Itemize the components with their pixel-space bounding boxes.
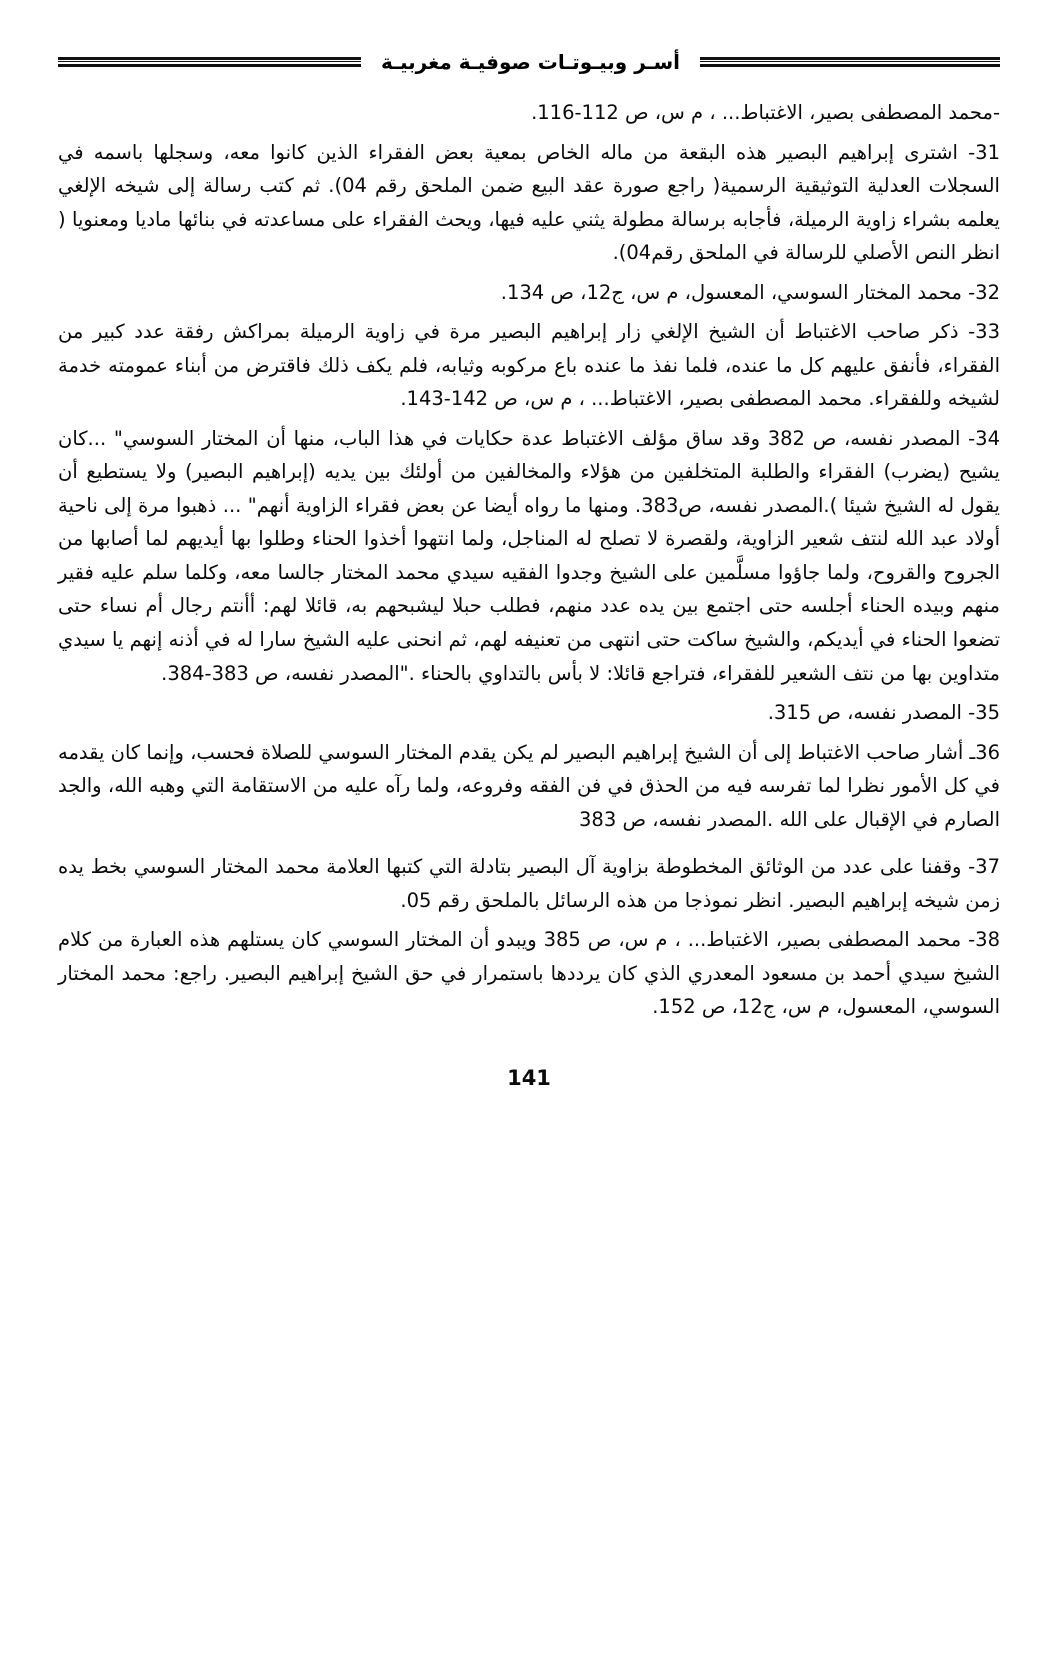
footnote-item: 33- ذكر صاحب الاغتباط أن الشيخ الإلغي زار إبراهيم البصير مرة في زاوية الرميلة بمراكش رفقة عدد كبير من الفقراء، فأنفق عليهم كل ما عنده، فلما نفذ ما عنده باع مركوبه وثيابه، فلم يكف ذلك فاقترض من أبناء عمومته خدمة لشيخه وللفقراء. محمد المصطفى بصير، الاغتباط... ، م س، ص 142-143. [58,320,1000,411]
header-rule-left [58,55,361,69]
footnote-item: 31- اشترى إبراهيم البصير هذه البقعة من ماله الخاص بمعية بعض الفقراء الذين كانوا معه، وسجلها باسمه في السجلات العدلية التوثيقية الرسمية( راجع صورة عقد البيع ضمن الملحق رقم 04). ثم كتب رسالة إلى شيخه الإلغي يعلمه بشراء زاوية الرميلة، فأجابه برسالة مطولة يثني عليه فيها، ويحث الفقراء على مساعدته في بنائها ماديا ومعنويا ( انظر النص الأصلي للرسالة في الملحق رقم04). [58,140,1000,265]
footnote-item: 35- المصدر نفسه، ص 315. [767,701,1000,725]
footnote-item: -محمد المصطفى بصير، الاغتباط... ، م س، ص 112-116. [531,101,1000,124]
page-number: 141 [507,1065,551,1090]
header-rule-right [700,55,1000,69]
footnote-item: 34- المصدر نفسه، ص 382 وقد ساق مؤلف الاغتباط عدة حكايات في هذا الباب، منها أن المختار السوسي" ...كان يشيح (يضرب) الفقراء والطلبة المتخلفين من هؤلاء والمخالفين من أولئك بين يديه (إبراهيم البصير) ولا يستطيع أن يقول له الشيخ شيئا ).المصدر نفسه، ص383. ومنها ما رواه أيضا عن بعض فقراء الزاوية أنهم" ... ذهبوا مرة إلى ناحية أولاد عبد الله لنتف شعير الزاوية، ولقصرة لا تصلح له المناجل، ولما انتهوا أخذوا الحناء وطلوا بها أيديهم لما أصابها من الجروح والقروح، ولما جاؤوا مسلَّمين على الشيخ وجدوا الفقيه سيدي محمد المختار جالسا معه، وكلما سلم عليه فقير منهم وبيده الحناء أجلسه حتى اجتمع بين يده عدد منهم، فطلب حبلا ليشبحهم به، قائلا لهم: أأنتم رجال أم نساء حتى تضعوا الحناء في أيديكم، والشيخ ساكت حتى انتهى من تعنيفه لهم، ثم انحنى عليه الشيخ سارا له في أذنه إنهم يا سيدي متداوين بها من نتف الشعير للفقراء، فتراجع قائلا: لا بأس بالتداوي بالحناء ."المصدر نفسه، ص 383-384. [58,426,1000,685]
footnote-item: 32- محمد المختار السوسي، المعسول، م س، ج12، ص 134. [500,280,1000,304]
footnote-item: 38- محمد المصطفى بصير، الاغتباط... ، م س، ص 385 ويبدو أن المختار السوسي كان يستلهم هذه العبارة من كلام الشيخ سيدي أحمد بن مسعود المعدري الذي كان يرددها باستمرار في حق الشيخ إبراهيم البصير. راجع: محمد المختار السوسي، المعسول، م س، ج12، ص 152. [58,928,1000,1019]
running-head-title: أسـر وبيـوتـات صوفيـة مغربيـة [381,50,680,74]
footnote-item: 37- وقفنا على عدد من الوثائق المخطوطة بزاوية آل البصير بتادلة التي كتبها العلامة محمد المختار السوسي بخط يده زمن شيخه إبراهيم البصير. انظر نموذجا من هذه الرسائل بالملحق رقم 05. [58,855,1000,912]
footnotes-list [58,96,1000,1024]
footnote-item: 36ـ أشار صاحب الاغتباط إلى أن الشيخ إبراهيم البصير لم يكن يقدم المختار السوسي للصلاة فحسب، وإنما كان يقدمه في كل الأمور نظرا لما تفرسه فيه من الحذق في فن الفقه وفروعه، ولما رآه عليه من الاستقامة التي وهبه الله، والجد الصارم في الإقبال على الله .المصدر نفسه، ص 383 [58,740,1000,831]
page-header [58,50,1000,74]
